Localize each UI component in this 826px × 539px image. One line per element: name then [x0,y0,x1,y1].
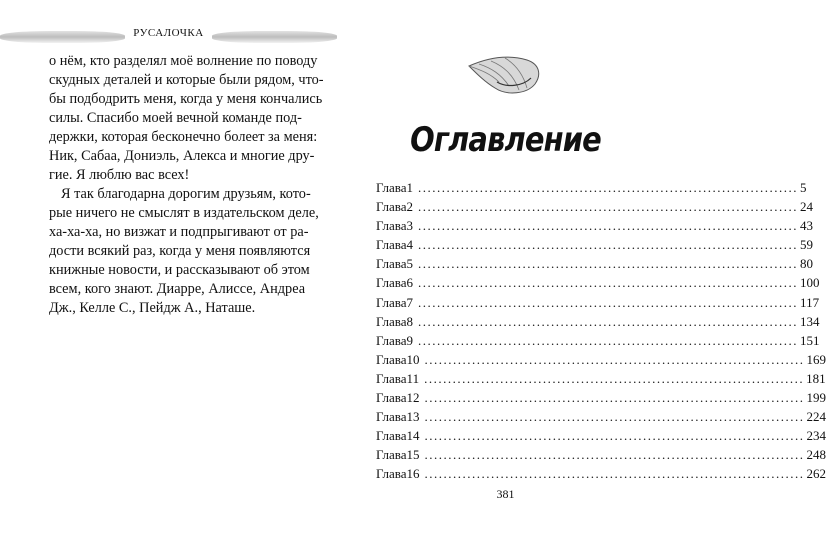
dot-leader: ................................................................................ [418,237,799,253]
chapter-label: Глава [376,294,407,310]
text-line: скудных деталей и которые были рядом, что- [49,72,324,88]
chapter-label: Глава [376,218,407,234]
dot-leader: ................................................................................ [418,199,799,215]
dot-leader: ................................................................................ [424,390,805,406]
toc-entry[interactable] [376,426,826,445]
chapter-number: 13 [406,409,420,425]
chapter-number: 1 [406,180,414,195]
dot-leader: ................................................................................ [424,351,805,367]
text-line: держки, которая бесконечно болеет за меня: [49,129,318,145]
body-text [49,52,324,318]
chapter-label: Глава [376,199,407,215]
dot-leader: ................................................................................ [418,218,799,234]
toc-entry[interactable] [376,254,814,273]
toc-entry[interactable] [376,388,826,407]
chapter-number: 12 [406,390,420,406]
dot-leader: ................................................................................ [418,313,799,329]
right-page [337,0,826,539]
text-line: дости всякий раз, когда у меня появляются [49,243,311,259]
text-line: Ник, Сабаа, Дониэль, Алекса и многие дру- [49,148,315,164]
toc-entry[interactable] [376,407,826,426]
text-line: гие. Я люблю вас всех! [49,167,190,183]
toc-entry[interactable] [376,293,820,312]
toc-entry[interactable] [376,445,826,464]
chapter-number: 14 [406,428,420,444]
chapter-label: Глава [376,370,407,386]
page-number: 381 [496,487,515,501]
chapter-number: 7 [406,294,414,310]
dot-leader: ................................................................................ [424,370,805,386]
toc-title: Оглавление [410,120,601,160]
dot-leader: ................................................................................ [424,447,805,463]
chapter-page: 234 [806,428,826,444]
chapter-label: Глава [376,332,407,348]
chapter-number: 16 [406,466,420,482]
toc-entry[interactable] [376,350,826,369]
chapter-number: 5 [406,256,414,272]
dot-leader: ................................................................................ [424,428,805,444]
dot-leader: ................................................................................ [418,256,799,272]
chapter-page: 24 [800,199,814,215]
chapter-label: Глава [376,180,407,195]
chapter-label: Глава [376,237,407,253]
chapter-number: 4 [406,237,414,253]
chapter-page: 224 [806,409,826,425]
chapter-page: 262 [806,466,826,482]
seashell-icon [467,52,543,98]
chapter-label: Глава [376,447,407,463]
dot-leader: ................................................................................ [418,180,799,195]
chapter-label: Глава [376,256,407,272]
text-line: книжные новости, и рассказывают об этом [49,262,310,278]
left-page [0,0,337,539]
dot-leader: ................................................................................ [418,294,799,310]
chapter-number: 2 [406,199,414,215]
chapter-label: Глава [376,390,407,406]
toc-entry[interactable] [376,273,820,292]
text-line: Я так благодарна дорогим друзьям, кото- [61,186,311,202]
chapter-label: Глава [376,313,407,329]
chapter-page: 43 [800,218,814,234]
chapter-page: 117 [800,294,820,310]
chapter-page: 199 [806,390,826,406]
dot-leader: ................................................................................ [424,466,805,482]
toc-entry[interactable] [376,178,807,197]
text-line: рые ничего не смыслят в издательском деле, [49,205,319,221]
text-line: бы подбодрить меня, когда у меня кончались [49,91,323,107]
chapter-label: Глава [376,351,407,367]
chapter-page: 248 [806,447,826,463]
table-of-contents [376,178,826,484]
chapter-page: 169 [806,351,826,367]
dot-leader: ................................................................................ [418,275,799,291]
chapter-label: Глава [376,466,407,482]
text-line: ха-ха-ха, но визжат и подпрыгивают от ра- [49,224,309,240]
chapter-page: 80 [800,256,814,272]
chapter-page: 5 [800,180,807,195]
text-line: всем, кого знают. Диарре, Алиссе, Андреа [49,281,306,297]
chapter-page: 100 [800,275,820,291]
chapter-page: 151 [800,332,820,348]
running-head-title: РУСАЛОЧКА [133,27,204,39]
chapter-page: 59 [800,237,814,253]
dot-leader: ................................................................................ [418,332,799,348]
chapter-label: Глава [376,275,407,291]
dot-leader: ................................................................................ [424,409,805,425]
chapter-number: 9 [406,332,414,348]
chapter-number: 8 [406,313,414,329]
chapter-number: 3 [406,218,414,234]
chapter-number: 15 [406,447,420,463]
chapter-number: 11 [406,370,420,386]
toc-entry[interactable] [376,331,820,350]
toc-entry[interactable] [376,216,814,235]
text-line: силы. Спасибо моей вечной команде под- [49,110,302,126]
text-line: о нём, кто разделял моё волнение по поводу [49,53,318,69]
running-header [0,22,337,52]
chapter-number: 6 [406,275,414,291]
toc-entry[interactable] [376,369,826,388]
toc-entry[interactable] [376,312,820,331]
toc-entry[interactable] [376,464,826,483]
text-line: Дж., Келле С., Пейдж А., Наташе. [49,300,256,316]
chapter-label: Глава [376,428,407,444]
toc-entry[interactable] [376,197,814,216]
chapter-label: Глава [376,409,407,425]
chapter-page: 181 [806,370,826,386]
chapter-page: 134 [800,313,820,329]
toc-entry[interactable] [376,235,814,254]
chapter-number: 10 [406,351,420,367]
